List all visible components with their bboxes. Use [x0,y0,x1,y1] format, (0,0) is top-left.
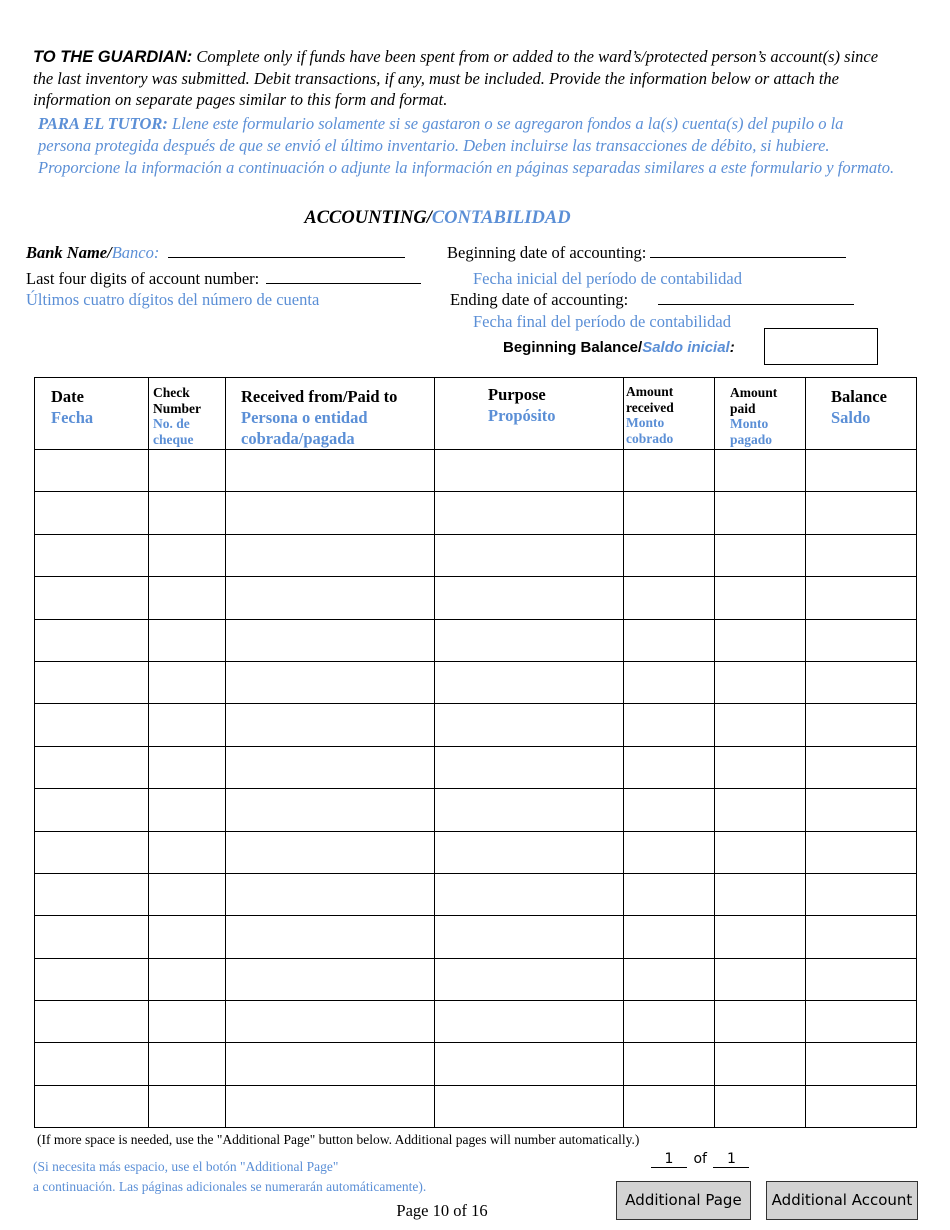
table-cell[interactable] [35,534,149,576]
table-cell[interactable] [715,831,806,873]
table-cell[interactable] [624,958,715,1000]
table-cell[interactable] [35,492,149,534]
begin-date-row [447,243,846,263]
table-cell[interactable] [149,450,226,492]
begin-date-label: Beginning date of accounting: [447,243,647,262]
table-row [35,661,917,703]
col-date-en: Date [51,387,84,406]
table-cell[interactable] [35,873,149,915]
table-cell[interactable] [806,746,917,788]
table-cell[interactable] [149,831,226,873]
page-total[interactable]: 1 [713,1151,749,1168]
table-cell[interactable] [149,492,226,534]
table-cell[interactable] [35,789,149,831]
col-purpose-header [435,378,624,450]
last-four-row [26,269,421,289]
additional-page-note: (If more space is needed, use the "Additional Page" button below. Additional pages will number automatically.) [37,1132,640,1147]
table-cell[interactable] [435,534,624,576]
table-row [35,450,917,492]
table-cell[interactable] [806,873,917,915]
tutor-instructions-text: Llene este formulario solamente si se gastaron o se agregaron fondos a la(s) cuenta(s) del pupilo o la persona protegida después de que se envió el último inventario. Deben incluirse las transacciones de débito, si hubiere. Proporcione la información a continuación o adjunte la información en páginas separadas similares a este formulario y formato. [38,114,895,177]
table-cell[interactable] [435,577,624,619]
tutor-instructions [38,113,898,179]
table-row [35,492,917,534]
table-cell[interactable] [149,619,226,661]
page-of: of [693,1151,707,1167]
table-cell[interactable] [715,746,806,788]
table-cell[interactable] [226,831,435,873]
table-cell[interactable] [35,661,149,703]
table-cell[interactable] [624,1001,715,1043]
col-amount-received-es: Monto cobrado [626,415,674,446]
table-cell[interactable] [35,1085,149,1127]
table-cell[interactable] [624,916,715,958]
table-cell[interactable] [35,746,149,788]
table-cell[interactable] [149,577,226,619]
table-row [35,958,917,1000]
table-cell[interactable] [624,704,715,746]
begin-date-label-es: Fecha inicial del período de contabilidad [473,269,742,288]
col-check-en: Check Number [153,385,201,416]
table-cell[interactable] [435,619,624,661]
beginning-balance-label-es: Saldo inicial [642,339,730,356]
table-cell[interactable] [149,704,226,746]
table-cell[interactable] [806,450,917,492]
table-row [35,1001,917,1043]
col-amount-paid-es: Monto pagado [730,416,773,447]
table-cell[interactable] [715,1085,806,1127]
table-cell[interactable] [35,577,149,619]
accounting-heading-es: CONTABILIDAD [431,208,571,228]
table-cell[interactable] [806,958,917,1000]
table-cell[interactable] [806,492,917,534]
additional-page-note-es [33,1157,426,1197]
col-balance-en: Balance [831,387,887,406]
beginning-balance-field[interactable] [764,328,878,365]
table-cell[interactable] [226,1043,435,1085]
table-cell[interactable] [715,873,806,915]
last-four-field[interactable] [266,269,421,284]
table-row [35,873,917,915]
table-cell[interactable] [226,916,435,958]
table-cell[interactable] [806,534,917,576]
col-balance-es: Saldo [831,408,871,427]
table-cell[interactable] [35,958,149,1000]
table-cell[interactable] [226,1001,435,1043]
table-cell[interactable] [715,916,806,958]
additional-page-note-es-line2: a continuación. Las páginas adicionales se numerarán automáticamente). [33,1179,427,1194]
begin-date-field[interactable] [650,243,846,258]
table-cell[interactable] [624,746,715,788]
table-cell[interactable] [435,958,624,1000]
table-cell[interactable] [149,1085,226,1127]
col-date-es: Fecha [51,408,94,427]
table-cell[interactable] [715,577,806,619]
table-row [35,746,917,788]
table-cell[interactable] [149,661,226,703]
table-header-row [35,378,917,450]
table-row [35,704,917,746]
col-received-header [226,378,435,450]
additional-page-note-es-line1: (Si necesita más espacio, use el botón "Additional Page" [33,1159,339,1174]
table-cell[interactable] [435,1001,624,1043]
col-date-header [35,378,149,450]
table-cell[interactable] [715,492,806,534]
last-four-label: Last four digits of account number: [26,269,260,288]
accounting-table [34,377,917,1128]
col-check-es: No. de cheque [153,416,194,447]
table-cell[interactable] [715,450,806,492]
table-cell[interactable] [624,873,715,915]
guardian-instructions-text: Complete only if funds have been spent from or added to the ward’s/protected person’s account(s) since the last inventory was submitted. Debit transactions, if any, must be included. Provide the information below or attach the information on separate pages similar to this form and format. [33,47,879,109]
table-cell[interactable] [624,789,715,831]
table-cell[interactable] [624,534,715,576]
beginning-balance-row [503,339,735,356]
table-cell[interactable] [624,831,715,873]
guardian-label: TO THE GUARDIAN: [33,48,193,66]
table-cell[interactable] [226,534,435,576]
table-cell[interactable] [435,1043,624,1085]
col-amount-paid-en: Amount paid [730,385,778,416]
table-cell[interactable] [226,661,435,703]
bank-name-field[interactable] [168,243,405,258]
end-date-label: Ending date of accounting: [450,290,629,309]
col-amount-received-en: Amount received [626,384,674,415]
table-cell[interactable] [435,1085,624,1127]
col-amount-paid-header [715,378,806,450]
table-cell[interactable] [149,916,226,958]
col-check-header [149,378,226,450]
table-cell[interactable] [715,619,806,661]
table-cell[interactable] [226,577,435,619]
additional-account-button[interactable]: Additional Account [766,1181,918,1220]
table-cell[interactable] [806,916,917,958]
table-cell[interactable] [149,789,226,831]
table-cell[interactable] [226,789,435,831]
table-cell[interactable] [806,1001,917,1043]
table-row [35,789,917,831]
table-cell[interactable] [624,661,715,703]
table-cell[interactable] [35,1043,149,1085]
col-received-es: Persona o entidad cobrada/pagada [241,408,368,448]
table-cell[interactable] [149,873,226,915]
table-cell[interactable] [435,704,624,746]
page-counter [651,1151,749,1168]
table-cell[interactable] [435,661,624,703]
table-cell[interactable] [35,916,149,958]
table-cell[interactable] [715,1001,806,1043]
bank-name-label-es: Banco: [111,243,160,262]
col-received-en: Received from/Paid to [241,387,398,406]
table-cell[interactable] [715,534,806,576]
table-cell[interactable] [35,1001,149,1043]
table-cell[interactable] [226,1085,435,1127]
col-balance-header [806,378,917,450]
table-row [35,1043,917,1085]
table-cell[interactable] [624,450,715,492]
table-cell[interactable] [806,704,917,746]
table-cell[interactable] [806,577,917,619]
table-cell[interactable] [149,958,226,1000]
end-date-label-es: Fecha final del período de contabilidad [473,312,731,331]
additional-page-button[interactable]: Additional Page [616,1181,751,1220]
table-cell[interactable] [715,661,806,703]
last-four-label-es: Últimos cuatro dígitos del número de cuenta [26,290,320,309]
table-cell[interactable] [806,1043,917,1085]
table-row [35,577,917,619]
table-cell[interactable] [806,619,917,661]
table-cell[interactable] [806,831,917,873]
table-cell[interactable] [35,831,149,873]
table-cell[interactable] [35,619,149,661]
table-cell[interactable] [624,577,715,619]
table-cell[interactable] [226,492,435,534]
table-row [35,831,917,873]
table-cell[interactable] [435,789,624,831]
table-cell[interactable] [35,450,149,492]
end-date-row [450,290,854,310]
col-purpose-en: Purpose [488,385,546,404]
table-cell[interactable] [715,1043,806,1085]
table-cell[interactable] [806,789,917,831]
table-cell[interactable] [226,958,435,1000]
col-purpose-es: Propósito [488,406,556,425]
table-cell[interactable] [624,619,715,661]
end-date-field[interactable] [658,290,854,305]
table-row [35,534,917,576]
col-amount-received-header [624,378,715,450]
guardian-instructions [33,46,893,110]
table-cell[interactable] [435,831,624,873]
page-current[interactable]: 1 [651,1151,687,1168]
bank-name-label: Bank Name/ [26,243,112,262]
beginning-balance-colon: : [729,339,735,356]
bank-name-row [26,243,405,263]
table-cell[interactable] [226,746,435,788]
table-cell[interactable] [806,1085,917,1127]
table-cell[interactable] [435,450,624,492]
table-cell[interactable] [226,873,435,915]
table-row [35,619,917,661]
page-number: Page 10 of 16 [396,1201,488,1220]
table-cell[interactable] [435,746,624,788]
table-cell[interactable] [624,1043,715,1085]
tutor-label: PARA EL TUTOR: [38,114,168,133]
table-cell[interactable] [435,873,624,915]
table-cell[interactable] [149,534,226,576]
table-cell[interactable] [806,661,917,703]
table-cell[interactable] [149,746,226,788]
table-cell[interactable] [715,704,806,746]
table-cell[interactable] [715,958,806,1000]
table-cell[interactable] [435,492,624,534]
table-cell[interactable] [226,704,435,746]
table-cell[interactable] [715,789,806,831]
table-cell[interactable] [149,1001,226,1043]
accounting-heading [0,208,875,229]
table-cell[interactable] [226,619,435,661]
table-row [35,916,917,958]
accounting-heading-en: ACCOUNTING/ [304,208,432,228]
table-row [35,1085,917,1127]
table-cell[interactable] [149,1043,226,1085]
table-cell[interactable] [435,916,624,958]
table-cell[interactable] [624,492,715,534]
table-cell[interactable] [226,450,435,492]
table-cell[interactable] [35,704,149,746]
table-cell[interactable] [624,1085,715,1127]
beginning-balance-label: Beginning Balance/ [503,339,643,356]
